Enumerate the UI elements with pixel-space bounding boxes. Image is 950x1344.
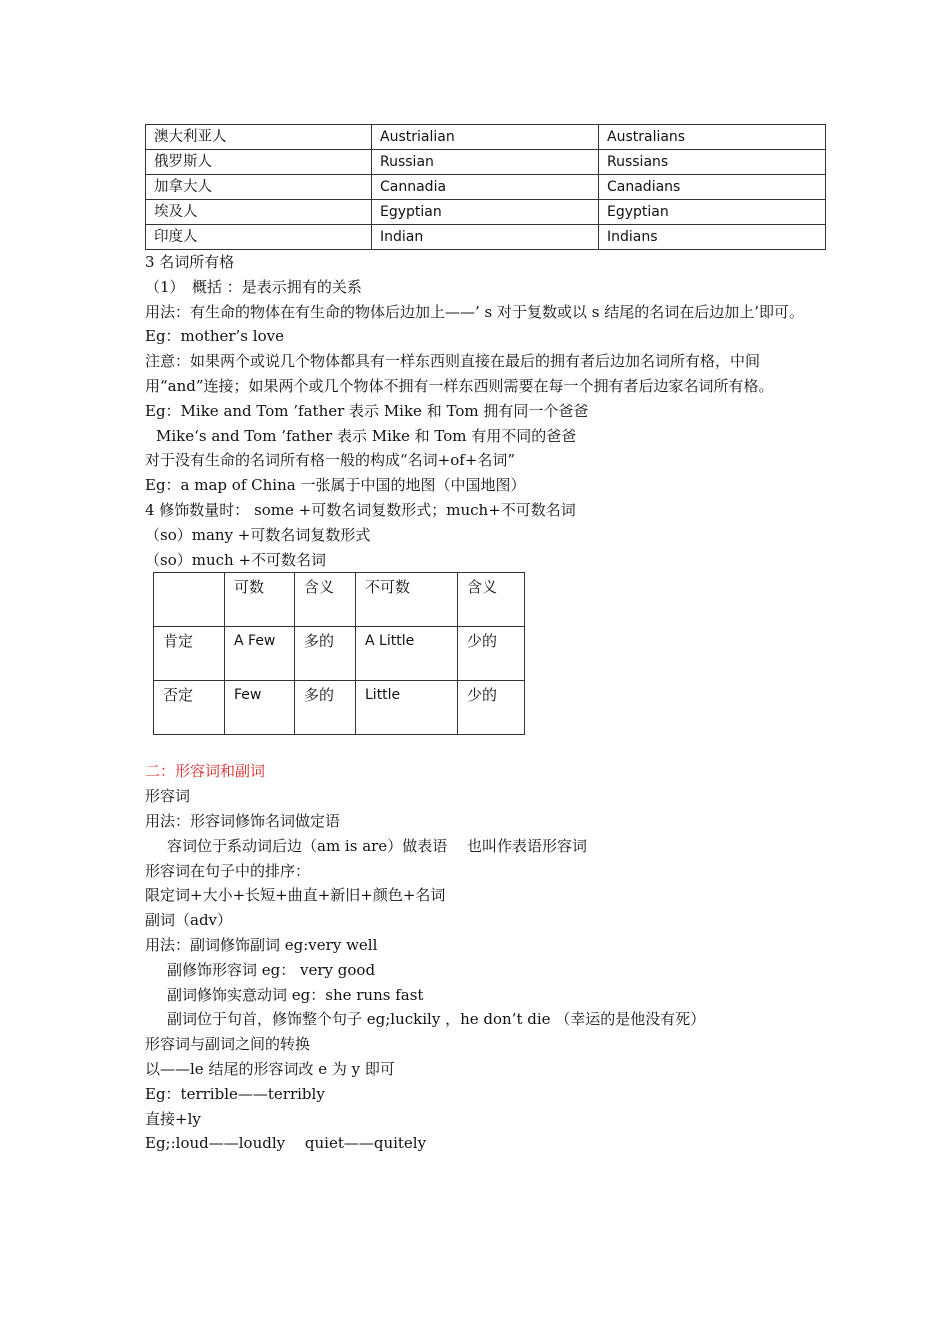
paragraph: 注意：如果两个或说几个物体都具有一样东西则直接在最后的拥有者后边加名词所有格，中间用“and”连接；如果两个或几个物体不拥有一样东西则需要在每一个拥有者后边家名词所有格。 <box>145 352 774 395</box>
table-cell: Few <box>225 681 295 735</box>
paragraph: 用法：有生命的物体在有生命的物体后边加上——’ s 对于复数或以 s 结尾的名词在后边加上’即可。 <box>145 302 805 321</box>
table-cell: Russians <box>599 150 826 175</box>
table-row <box>146 150 826 175</box>
example-line: Eg;:loud——loudly quiet——quitely <box>145 1134 427 1153</box>
paragraph: 副修饰形容词 eg： very good <box>167 960 376 979</box>
table-row <box>154 627 525 681</box>
table-cell: 可数 <box>225 573 295 627</box>
table-cell: 俄罗斯人 <box>146 150 372 175</box>
section-heading: 形容词在句子中的排序： <box>145 861 311 880</box>
table-cell: 印度人 <box>146 225 372 250</box>
nationality-table <box>145 124 826 250</box>
section-heading: 形容词与副词之间的转换 <box>145 1035 311 1054</box>
table-cell: 含义 <box>295 573 356 627</box>
table-cell: Egyptian <box>372 200 599 225</box>
section-heading: 3 名词所有格 <box>145 253 235 271</box>
table-cell: 少的 <box>458 681 525 735</box>
example-line: Mike‘s and Tom ’father 表示 Mike 和 Tom 有用不同的爸爸 <box>156 426 577 445</box>
table-cell: 澳大利亚人 <box>146 125 372 150</box>
section-heading: 4 修饰数量时： some +可数名词复数形式；much+不可数名词 <box>145 500 576 519</box>
table-cell <box>154 573 225 627</box>
table-cell: 否定 <box>154 681 225 735</box>
table-row <box>146 225 826 250</box>
paragraph: 对于没有生命的名词所有格一般的构成“名词+of+名词” <box>145 451 516 470</box>
paragraph: （so）many +可数名词复数形式 <box>145 525 371 544</box>
section-heading: 形容词 <box>145 787 191 806</box>
table-cell: Australians <box>599 125 826 150</box>
table-cell: A Few <box>225 627 295 681</box>
paragraph: 副词修饰实意动词 eg：she runs fast <box>167 985 424 1004</box>
paragraph: 用法：形容词修饰名词做定语 <box>145 811 341 830</box>
table-cell: Little <box>356 681 458 735</box>
section-heading: 副词（adv） <box>145 911 233 930</box>
spacer <box>145 735 825 759</box>
table-cell: A Little <box>356 627 458 681</box>
part-title: 二：形容词和副词 <box>145 762 266 781</box>
table-row <box>146 200 826 225</box>
paragraph: 副词位于句首，修饰整个句子 eg;luckily ，he don’t die （幸运的是他没有死） <box>167 1010 706 1029</box>
table-cell: 多的 <box>295 681 356 735</box>
paragraph: 限定词+大小+长短+曲直+新旧+颜色+名词 <box>145 886 446 905</box>
document-page <box>145 124 825 1156</box>
table-cell: Russian <box>372 150 599 175</box>
table-cell: 肯定 <box>154 627 225 681</box>
paragraph: （so）much +不可数名词 <box>145 550 327 569</box>
table-cell: 含义 <box>458 573 525 627</box>
example-line: Eg：a map of China 一张属于中国的地图（中国地图） <box>145 476 526 495</box>
paragraph: 直接+ly <box>145 1109 201 1128</box>
table-cell: 少的 <box>458 627 525 681</box>
table-cell: 不可数 <box>356 573 458 627</box>
paragraph: 用法：副词修饰副词 eg:very well <box>145 935 378 954</box>
example-line: Eg：terrible——terribly <box>145 1084 325 1103</box>
table-cell: 多的 <box>295 627 356 681</box>
table-cell: Indians <box>599 225 826 250</box>
table-row <box>154 573 525 627</box>
table-cell: Canadians <box>599 175 826 200</box>
table-cell: Cannadia <box>372 175 599 200</box>
paragraph: （1） 概括 ：是表示拥有的关系 <box>145 277 362 296</box>
example-line: Eg：mother’s love <box>145 327 284 346</box>
table-cell: Egyptian <box>599 200 826 225</box>
table-cell: Austrialian <box>372 125 599 150</box>
paragraph: 以——le 结尾的形容词改 e 为 y 即可 <box>145 1059 395 1078</box>
table-row <box>154 681 525 735</box>
table-cell: Indian <box>372 225 599 250</box>
table-row <box>146 175 826 200</box>
table-cell: 埃及人 <box>146 200 372 225</box>
quantity-table <box>153 572 525 735</box>
table-row <box>146 125 826 150</box>
paragraph: 容词位于系动词后边（am is are）做表语 也叫作表语形容词 <box>167 836 587 855</box>
example-line: Eg：Mike and Tom ’father 表示 Mike 和 Tom 拥有同一个爸爸 <box>145 401 589 420</box>
table-cell: 加拿大人 <box>146 175 372 200</box>
